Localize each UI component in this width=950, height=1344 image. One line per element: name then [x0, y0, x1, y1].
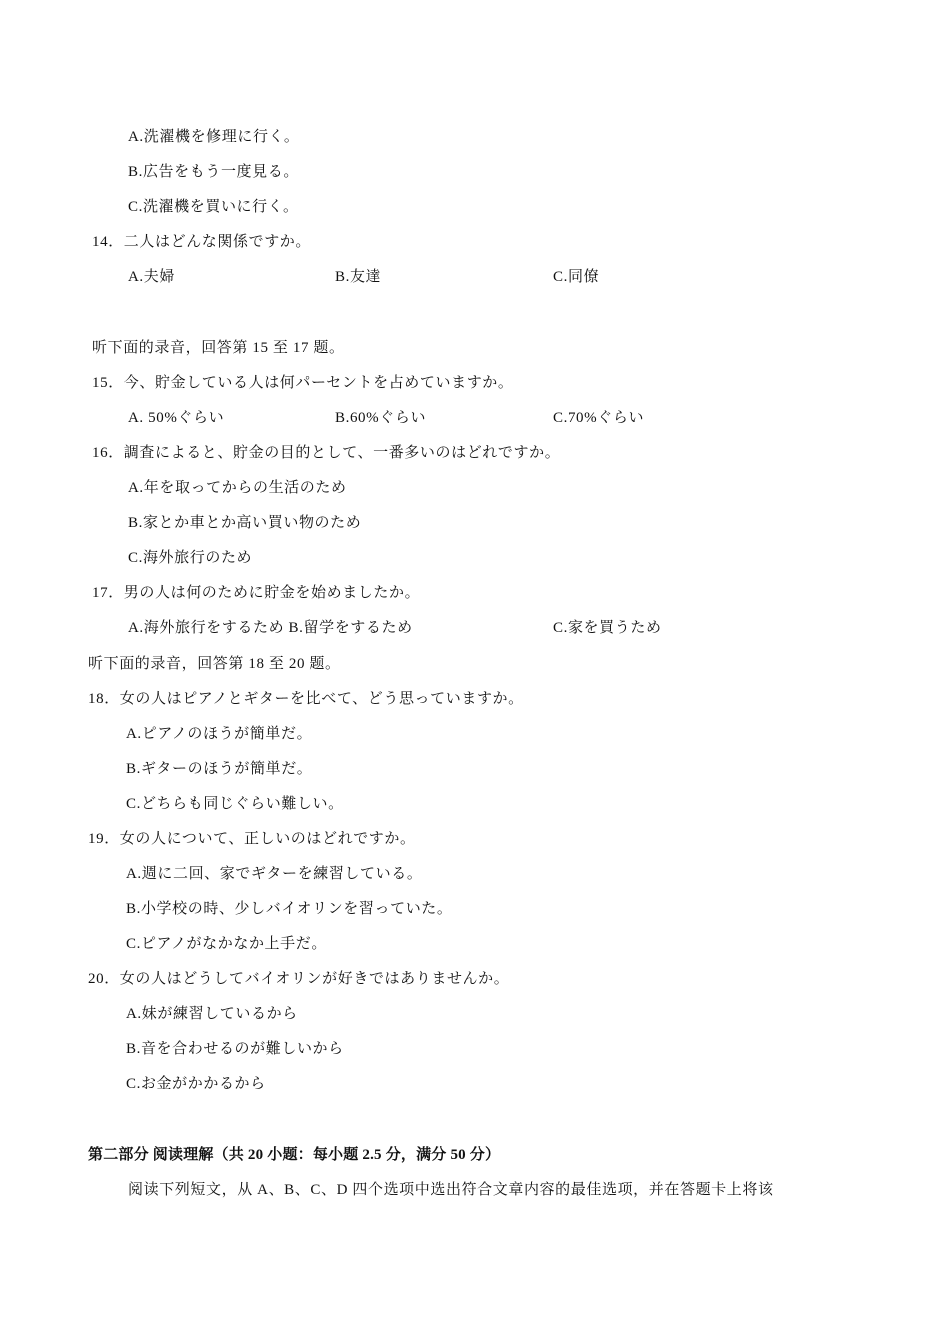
section-instruction-15-17: 听下面的录音，回答第 15 至 17 题。	[92, 340, 345, 356]
q16-option-b: B.家とか車とか高い買い物のため	[128, 515, 362, 531]
q20-option-c: C.お金がかかるから	[126, 1076, 266, 1092]
q19-option-a: A.週に二回、家でギターを練習している。	[126, 866, 423, 882]
q16-option-c: C.海外旅行のため	[128, 550, 253, 566]
question-15: 15．今、貯金している人は何パーセントを占めていますか。	[92, 375, 514, 391]
part-two-heading: 第二部分 阅读理解（共 20 小题：每小题 2.5 分，满分 50 分）	[88, 1147, 501, 1163]
q17-option-c: C.家を買うため	[553, 620, 662, 636]
q17-options-a-b: A.海外旅行をするため B.留学をするため	[128, 620, 413, 636]
section-instruction-18-20: 听下面的录音，回答第 18 至 20 题。	[88, 656, 341, 672]
question-17: 17．男の人は何のために貯金を始めましたか。	[92, 585, 421, 601]
question-19: 19．女の人について、正しいのはどれですか。	[88, 831, 416, 847]
q14-option-a: A.夫婦	[128, 269, 175, 285]
q18-option-b: B.ギターのほうが簡単だ。	[126, 761, 313, 777]
q18-option-c: C.どちらも同じぐらい難しい。	[126, 796, 344, 812]
q19-option-c: C.ピアノがなかなか上手だ。	[126, 936, 327, 952]
q16-option-a: A.年を取ってからの生活のため	[128, 480, 347, 496]
q13-option-a: A.洗濯機を修理に行く。	[128, 129, 300, 145]
q20-option-a: A.妹が練習しているから	[126, 1006, 298, 1022]
q15-option-a: A. 50%ぐらい	[128, 410, 225, 426]
q20-option-b: B.音を合わせるのが難しいから	[126, 1041, 344, 1057]
q19-option-b: B.小学校の時、少しバイオリンを習っていた。	[126, 901, 453, 917]
question-20: 20．女の人はどうしてバイオリンが好きではありませんか。	[88, 971, 510, 987]
q15-option-c: C.70%ぐらい	[553, 410, 645, 426]
q14-option-c: C.同僚	[553, 269, 600, 285]
reading-instruction: 阅读下列短文，从 A、B、C、D 四个选项中选出符合文章内容的最佳选项，并在答题卡上将该	[128, 1182, 774, 1198]
question-18: 18．女の人はピアノとギターを比べて、どう思っていますか。	[88, 691, 524, 707]
q13-option-b: B.広告をもう一度見る。	[128, 164, 299, 180]
q13-option-c: C.洗濯機を買いに行く。	[128, 199, 299, 215]
q18-option-a: A.ピアノのほうが簡単だ。	[126, 726, 313, 742]
q15-option-b: B.60%ぐらい	[335, 410, 427, 426]
question-16: 16．調査によると、貯金の目的として、一番多いのはどれですか。	[92, 445, 561, 461]
q14-option-b: B.友達	[335, 269, 382, 285]
question-14: 14．二人はどんな関係ですか。	[92, 234, 312, 250]
